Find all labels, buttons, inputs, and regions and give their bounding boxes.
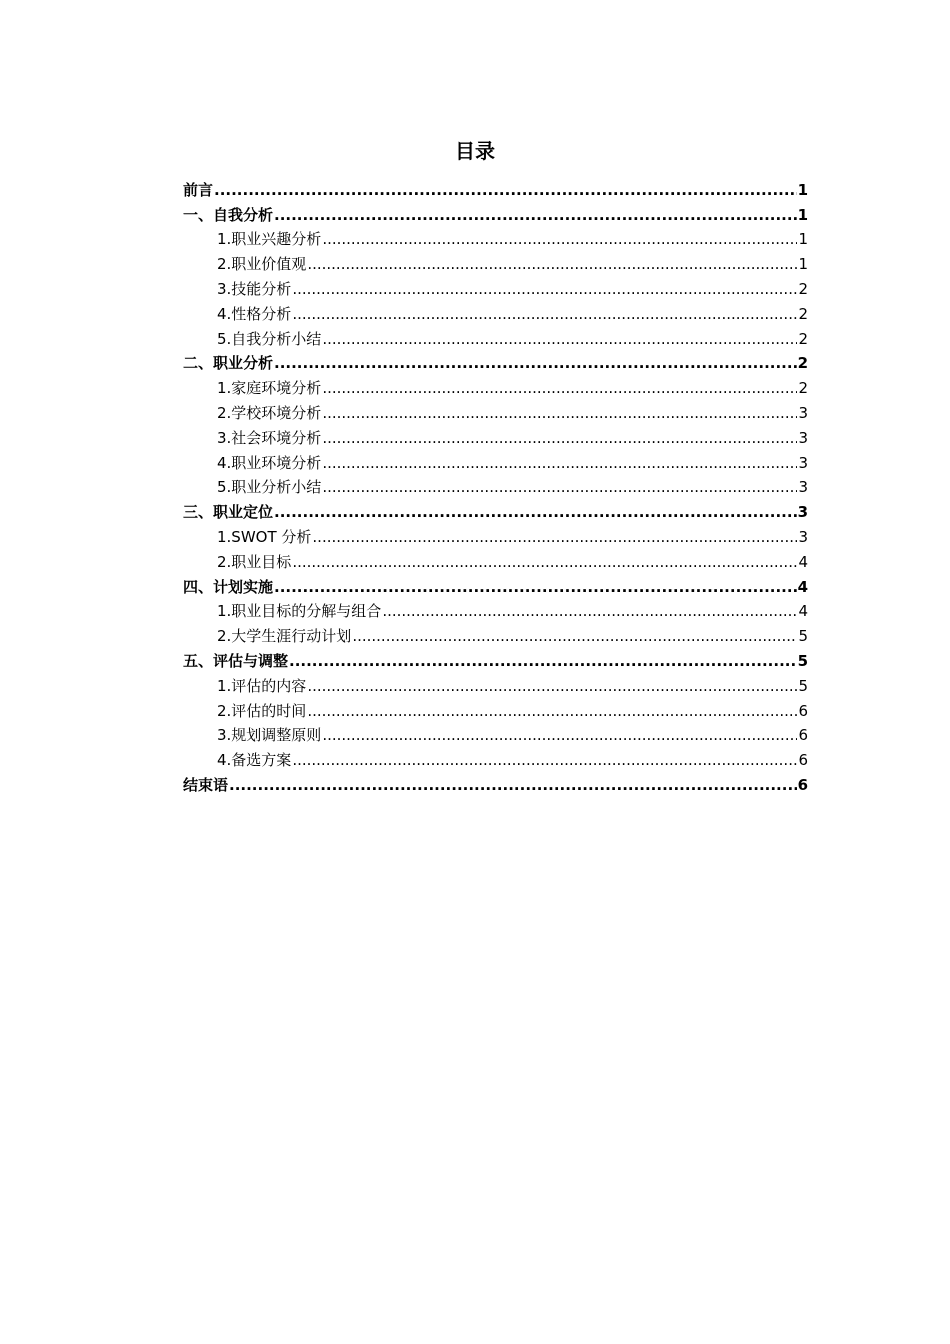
toc-entry-label: 2.大学生涯行动计划 [217, 627, 352, 646]
toc-list [183, 176, 808, 796]
toc-entry-label: 三、职业定位 [183, 503, 274, 522]
toc-chapter-entry[interactable] [183, 176, 808, 201]
toc-dot-leader [229, 774, 797, 796]
toc-chapter-entry[interactable] [183, 573, 808, 598]
toc-dot-leader [214, 179, 797, 201]
toc-entry-label: 1.SWOT 分析 [217, 527, 312, 546]
toc-page-number: 3 [798, 428, 808, 447]
toc-section-entry[interactable] [183, 325, 808, 350]
toc-section-entry[interactable] [183, 275, 808, 300]
toc-entry-label: 2.学校环境分析 [217, 403, 322, 422]
toc-dot-leader [312, 526, 797, 548]
toc-page-number: 3 [798, 403, 808, 422]
toc-page-number: 3 [797, 503, 808, 522]
toc-dot-leader [292, 278, 797, 300]
toc-entry-label: 二、职业分析 [183, 354, 274, 373]
toc-page-number: 1 [798, 230, 808, 249]
toc-dot-leader [322, 228, 797, 250]
toc-dot-leader [292, 303, 797, 325]
toc-entry-label: 3.社会环境分析 [217, 428, 322, 447]
toc-dot-leader [322, 452, 797, 474]
toc-dot-leader [382, 600, 797, 622]
toc-page-number: 3 [798, 453, 808, 472]
toc-dot-leader [274, 501, 797, 523]
toc-entry-label: 四、计划实施 [183, 577, 274, 596]
toc-section-entry[interactable] [183, 746, 808, 771]
toc-page-number: 6 [797, 775, 808, 794]
toc-entry-label: 前言 [183, 180, 214, 199]
toc-chapter-entry[interactable] [183, 771, 808, 796]
toc-entry-label: 1.职业兴趣分析 [217, 230, 322, 249]
toc-dot-leader [322, 402, 797, 424]
toc-dot-leader [322, 476, 797, 498]
toc-chapter-entry[interactable] [183, 350, 808, 375]
toc-page-number: 6 [798, 751, 808, 770]
toc-entry-label: 4.备选方案 [217, 751, 292, 770]
toc-section-entry[interactable] [183, 672, 808, 697]
toc-dot-leader [322, 328, 797, 350]
toc-dot-leader [274, 576, 797, 598]
toc-section-entry[interactable] [183, 697, 808, 722]
toc-section-entry[interactable] [183, 598, 808, 623]
toc-section-entry[interactable] [183, 226, 808, 251]
toc-page-number: 3 [798, 478, 808, 497]
toc-chapter-entry[interactable] [183, 498, 808, 523]
toc-page-number: 5 [798, 676, 808, 695]
toc-dot-leader [274, 204, 797, 226]
toc-entry-label: 3.技能分析 [217, 279, 292, 298]
toc-section-entry[interactable] [183, 622, 808, 647]
toc-entry-label: 结束语 [183, 775, 229, 794]
toc-entry-label: 4.职业环境分析 [217, 453, 322, 472]
toc-section-entry[interactable] [183, 250, 808, 275]
toc-dot-leader [307, 253, 797, 275]
toc-page-number: 4 [798, 602, 808, 621]
toc-page-number: 4 [797, 577, 808, 596]
toc-dot-leader [292, 749, 797, 771]
toc-page-number: 2 [798, 379, 808, 398]
toc-entry-label: 2.职业价值观 [217, 255, 307, 274]
toc-entry-label: 5.自我分析小结 [217, 329, 322, 348]
toc-page-number: 6 [798, 726, 808, 745]
toc-entry-label: 5.职业分析小结 [217, 478, 322, 497]
toc-page-number: 2 [798, 329, 808, 348]
toc-page-number: 2 [798, 304, 808, 323]
toc-page-number: 1 [797, 205, 808, 224]
toc-chapter-entry[interactable] [183, 647, 808, 672]
toc-entry-label: 1.家庭环境分析 [217, 379, 322, 398]
toc-section-entry[interactable] [183, 449, 808, 474]
toc-title: 目录 [455, 139, 495, 163]
toc-entry-label: 2.评估的时间 [217, 701, 307, 720]
toc-section-entry[interactable] [183, 474, 808, 499]
toc-dot-leader [322, 427, 797, 449]
toc-dot-leader [322, 724, 797, 746]
toc-page-number: 3 [798, 527, 808, 546]
toc-section-entry[interactable] [183, 548, 808, 573]
toc-page-number: 5 [797, 651, 808, 670]
toc-entry-label: 3.规划调整原则 [217, 726, 322, 745]
toc-section-entry[interactable] [183, 424, 808, 449]
toc-page-number: 1 [798, 255, 808, 274]
toc-section-entry[interactable] [183, 374, 808, 399]
toc-dot-leader [307, 700, 797, 722]
toc-page-number: 1 [797, 180, 808, 199]
toc-section-entry[interactable] [183, 722, 808, 747]
toc-chapter-entry[interactable] [183, 201, 808, 226]
toc-section-entry[interactable] [183, 523, 808, 548]
toc-section-entry[interactable] [183, 399, 808, 424]
toc-entry-label: 4.性格分析 [217, 304, 292, 323]
toc-dot-leader [322, 377, 797, 399]
toc-entry-label: 2.职业目标 [217, 552, 292, 571]
toc-entry-label: 1.职业目标的分解与组合 [217, 602, 382, 621]
toc-entry-label: 五、评估与调整 [183, 651, 289, 670]
toc-page-number: 4 [798, 552, 808, 571]
toc-dot-leader [292, 551, 797, 573]
toc-page-number: 5 [798, 627, 808, 646]
toc-dot-leader [274, 352, 797, 374]
toc-page-number: 6 [798, 701, 808, 720]
toc-dot-leader [352, 625, 797, 647]
toc-page-number: 2 [798, 279, 808, 298]
toc-entry-label: 一、自我分析 [183, 205, 274, 224]
toc-section-entry[interactable] [183, 300, 808, 325]
toc-entry-label: 1.评估的内容 [217, 676, 307, 695]
toc-page-number: 2 [797, 354, 808, 373]
toc-dot-leader [307, 675, 797, 697]
toc-dot-leader [289, 650, 797, 672]
